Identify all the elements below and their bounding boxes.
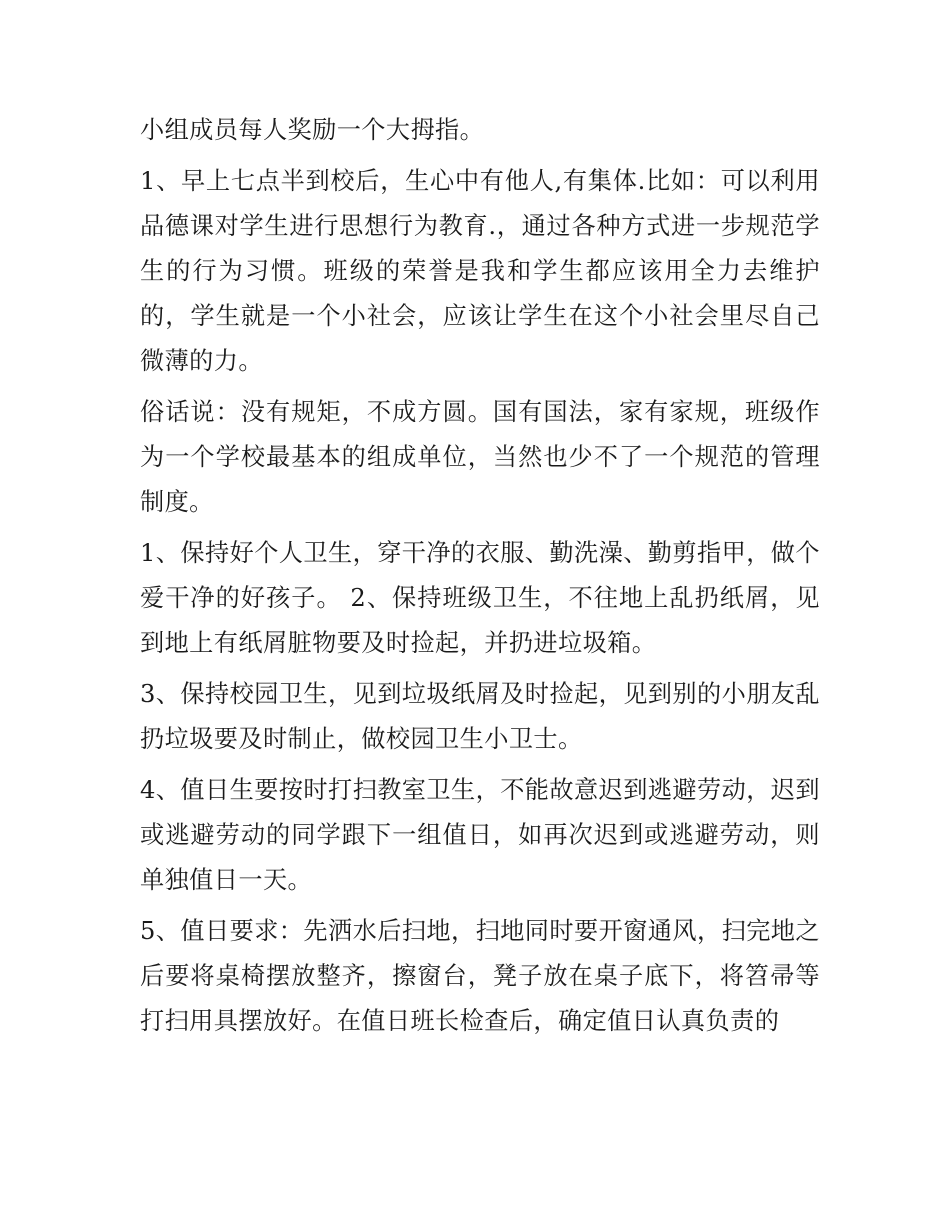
paragraph-reward: 小组成员每人奖励一个大拇指。 <box>140 116 485 144</box>
paragraph-arrival-rule: 1、早上七点半到校后，生心中有他人,有集体.比如：可以利用品德课对学生进行思想行为教育.，通过各种方式进一步规范学生的行为习惯。班级的荣誉是我和学生都应该用全力去维护的，学生就是一个小社会，应该让学生在这个小社会里尽自己微薄的力。 <box>140 167 820 375</box>
paragraph-campus-hygiene: 3、保持校园卫生，见到垃圾纸屑及时捡起，见到别的小朋友乱扔垃圾要及时制止，做校园卫生小卫士。 <box>140 680 820 753</box>
paragraph-duty-requirements: 5、值日要求：先洒水后扫地，扫地同时要开窗通风，扫完地之后要将桌椅摆放整齐，擦窗台，凳子放在桌子底下，将笤帚等打扫用具摆放好。在值日班长检查后，确定值日认真负责的 <box>140 917 820 1035</box>
document-body <box>140 108 820 1050</box>
paragraph-duty-attendance: 4、值日生要按时打扫教室卫生，不能故意迟到逃避劳动，迟到或逃避劳动的同学跟下一组值日，如再次迟到或逃避劳动，则单独值日一天。 <box>140 776 820 894</box>
paragraph-hygiene-rules: 1、保持好个人卫生，穿干净的衣服、勤洗澡、勤剪指甲，做个爱干净的好孩子。 2、保持班级卫生，不往地上乱扔纸屑，见到地上有纸屑脏物要及时捡起，并扔进垃圾箱。 <box>140 539 820 657</box>
paragraph-proverb: 俗话说：没有规矩，不成方圆。国有国法，家有家规，班级作为一个学校最基本的组成单位，当然也少不了一个规范的管理制度。 <box>140 398 820 516</box>
